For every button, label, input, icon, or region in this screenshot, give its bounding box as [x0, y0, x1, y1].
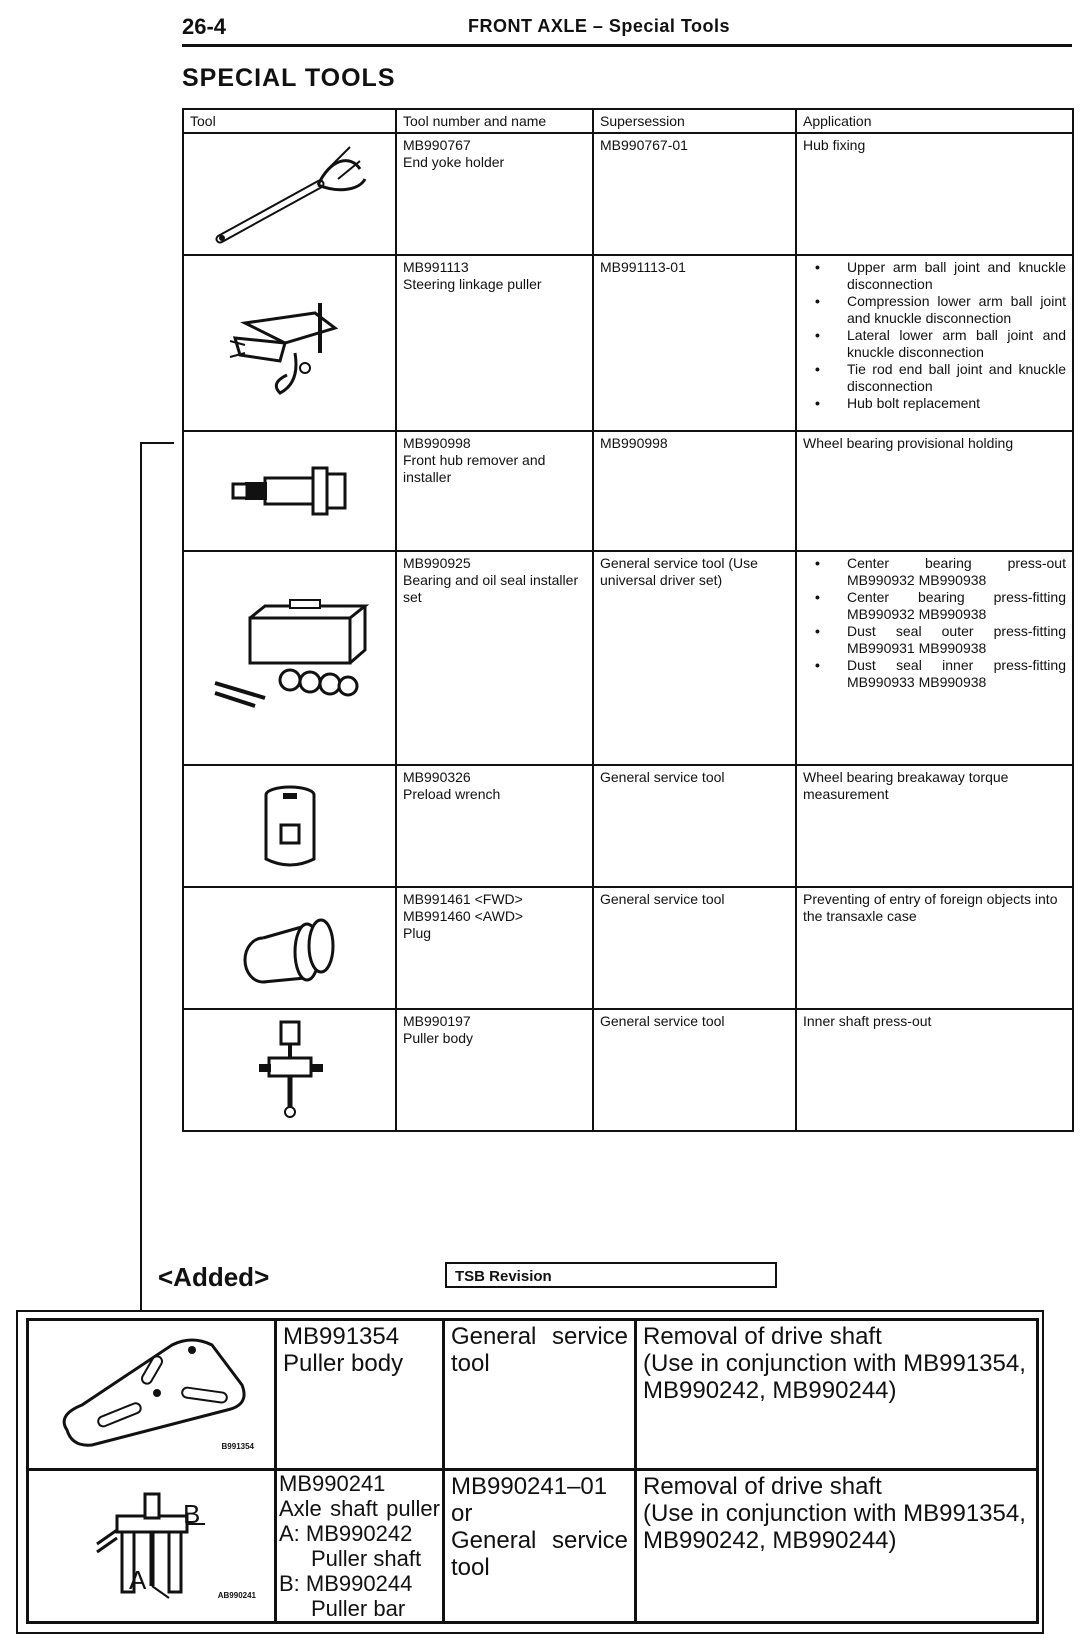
tool-name: Front hub remover and installer	[403, 452, 546, 485]
tool-image-cell	[28, 1320, 276, 1470]
axle-shaft-puller-icon	[77, 1486, 227, 1606]
supersession: MB991113-01	[593, 255, 796, 431]
supersession-line: General service	[451, 1527, 628, 1554]
tool-number-name	[396, 255, 593, 431]
tool-image-cell	[183, 551, 396, 765]
revision-bracket-line	[140, 442, 142, 1312]
tool-image-cell	[183, 255, 396, 431]
tool-name: Puller body	[283, 1350, 404, 1377]
tool-number-name	[276, 1470, 444, 1623]
list-item: • Tie rod end ball joint and knuckle disconnection	[815, 361, 1066, 395]
supersession-line: MB990241–01 or	[451, 1473, 608, 1527]
table-row	[183, 255, 1073, 431]
part-label-a: A	[129, 1565, 147, 1595]
supersession-line: tool	[451, 1554, 490, 1581]
part-label-b: B	[183, 1499, 201, 1529]
application	[636, 1470, 1038, 1623]
tool-number: MB990326	[403, 769, 471, 785]
image-caption: B991354	[221, 1442, 254, 1451]
image-caption: AB990241	[217, 1591, 256, 1600]
application-line: MB990242, MB990244)	[643, 1377, 897, 1404]
header-rule	[182, 44, 1072, 47]
list-item: • Dust seal outer press-fitting MB990931 MB990938	[815, 623, 1066, 657]
application-line: Removal of drive shaft	[643, 1323, 882, 1350]
tool-image-cell	[183, 765, 396, 887]
table-row	[183, 765, 1073, 887]
tool-number: MB990925	[403, 555, 471, 571]
tool-name: Preload wrench	[403, 786, 501, 802]
sub-tool-name: Puller shaft	[311, 1546, 422, 1571]
tool-number-name	[396, 1009, 593, 1131]
section-title: SPECIAL TOOLS	[182, 64, 396, 92]
list-item: • Dust seal inner press-fitting MB990933 MB990938	[815, 657, 1066, 691]
list-item: • Compression lower arm ball joint and knuckle disconnection	[815, 293, 1066, 327]
tool-image-cell	[28, 1470, 276, 1623]
tool-name: End yoke holder	[403, 154, 505, 170]
sub-tool-name: Puller bar	[311, 1596, 406, 1621]
steering-linkage-puller-icon	[225, 283, 355, 403]
tool-number: MB991461 <FWD>	[403, 891, 523, 907]
tool-name: Puller body	[403, 1030, 474, 1046]
supersession-line: tool	[451, 1350, 490, 1377]
application-line: Removal of drive shaft	[643, 1473, 882, 1500]
application: Preventing of entry of foreign objects into the transaxle case	[796, 887, 1073, 1009]
list-item: • Upper arm ball joint and knuckle disconnection	[815, 259, 1066, 293]
tool-number: MB990197	[403, 1013, 471, 1029]
page-title: FRONT AXLE – Special Tools	[468, 16, 731, 36]
plug-icon	[235, 908, 345, 988]
application-line: (Use in conjunction with MB991354,	[643, 1500, 1026, 1527]
table-row	[183, 1009, 1073, 1131]
table-row	[183, 431, 1073, 551]
added-label: <Added>	[158, 1262, 270, 1292]
supersession: MB990998	[593, 431, 796, 551]
tool-number: MB990998	[403, 435, 471, 451]
table-row	[28, 1320, 1038, 1470]
tool-number-name	[396, 765, 593, 887]
tool-number-name	[396, 133, 593, 255]
application: Hub fixing	[796, 133, 1073, 255]
supersession: MB990767-01	[593, 133, 796, 255]
tool-image-cell	[183, 431, 396, 551]
hub-remover-installer-icon	[225, 456, 355, 526]
puller-body-icon	[255, 1020, 325, 1120]
application-line: (Use in conjunction with MB991354,	[643, 1350, 1026, 1377]
tool-name: Bearing and oil seal installer set	[403, 572, 579, 605]
tool-number-name	[396, 887, 593, 1009]
application: Wheel bearing breakaway torque measurement	[796, 765, 1073, 887]
sub-tool-number: A: MB990242	[279, 1521, 413, 1546]
tool-number: MB990241	[279, 1471, 386, 1496]
tool-image-cell	[183, 887, 396, 1009]
list-item: • Hub bolt replacement	[815, 395, 1066, 412]
added-tools-table	[26, 1318, 1039, 1624]
application: Inner shaft press-out	[796, 1009, 1073, 1131]
page-number: 26-4	[182, 14, 227, 39]
table-row	[183, 133, 1073, 255]
column-header: Tool number and name	[396, 109, 593, 133]
supersession-line: General service	[451, 1323, 628, 1350]
special-tools-table	[182, 108, 1074, 1132]
table-header-row	[183, 109, 1073, 133]
column-header: Application	[796, 109, 1073, 133]
application	[636, 1320, 1038, 1470]
supersession	[444, 1320, 636, 1470]
table-row	[183, 551, 1073, 765]
tool-image-cell	[183, 1009, 396, 1131]
tsb-revision-box: TSB Revision	[445, 1262, 777, 1288]
table-row	[28, 1470, 1038, 1623]
revision-bracket-top	[140, 442, 174, 444]
tool-name: Axle shaft puller	[279, 1496, 440, 1521]
tool-number: MB991354	[283, 1323, 400, 1350]
tool-name: Steering linkage puller	[403, 276, 542, 292]
end-yoke-holder-icon	[210, 139, 370, 249]
column-header: Supersession	[593, 109, 796, 133]
supersession: General service tool (Use universal driver set)	[593, 551, 796, 765]
list-item: • Lateral lower arm ball joint and knuckle disconnection	[815, 327, 1066, 361]
tool-number: MB991460 <AWD>	[403, 908, 524, 924]
tool-number: MB991113	[403, 259, 469, 275]
table-row	[183, 887, 1073, 1009]
application-line: MB990242, MB990244)	[643, 1527, 897, 1554]
application: Wheel bearing provisional holding	[796, 431, 1073, 551]
list-item: • Center bearing press-fitting MB990932 MB990938	[815, 589, 1066, 623]
supersession: General service tool	[593, 765, 796, 887]
application	[796, 551, 1073, 765]
tool-number-name	[396, 431, 593, 551]
list-item: • Center bearing press-out MB990932 MB990938	[815, 555, 1066, 589]
application	[796, 255, 1073, 431]
supersession	[444, 1470, 636, 1623]
tool-number-name	[276, 1320, 444, 1470]
column-header: Tool	[183, 109, 396, 133]
supersession: General service tool	[593, 887, 796, 1009]
supersession: General service tool	[593, 1009, 796, 1131]
tool-image-cell	[183, 133, 396, 255]
tool-number: MB990767	[403, 137, 471, 153]
tool-number-name	[396, 551, 593, 765]
seal-installer-set-icon	[210, 598, 370, 718]
preload-wrench-icon	[255, 781, 325, 871]
sub-tool-number: B: MB990244	[279, 1571, 413, 1596]
tool-name: Plug	[403, 925, 432, 941]
